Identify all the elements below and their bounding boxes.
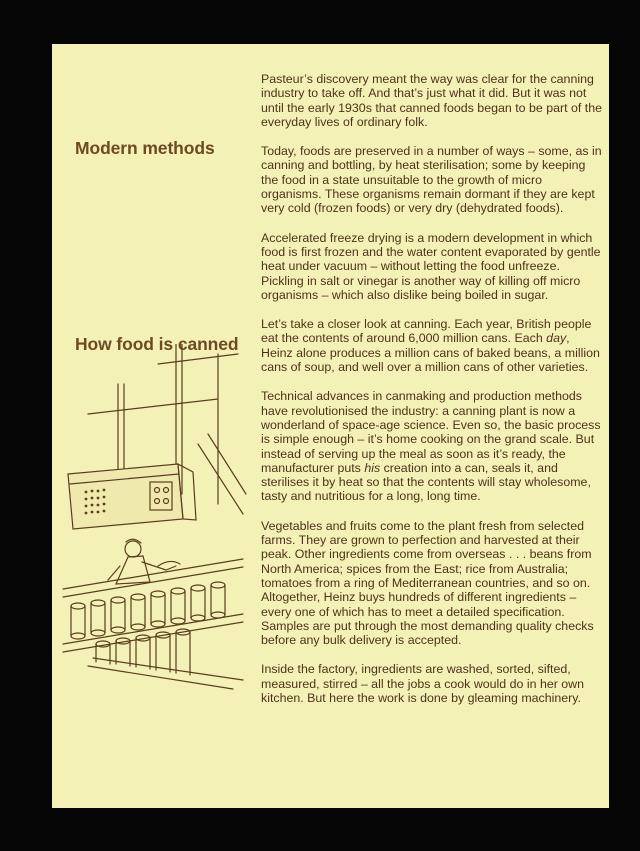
paragraph-preservation-methods: Today, foods are preserved in a number of ways – some, as in canning and bottling, by heat sterilisation; some by keeping the food in a state unsuitable to the growth of micro organisms. These organisms remain dormant if they are kept very cold (frozen foods) or very dry (dehydrated foods). (261, 144, 602, 216)
paragraph-ingredients: Vegetables and fruits come to the plant fresh from selected farms. They are grown to perfection and harvested at their peak. Other ingredients come from overseas . . . beans from North America; spices from the East; rice from Australia; tomatoes from a ring of Mediterranean countries, and so on. Altogether, Heinz buys hundreds of different ingredients – every one of which has to meet a detailed specification. Samples are put through the most demanding quality checks before any bulk delivery is accepted. (261, 518, 594, 648)
text-run: Technical advances in canmaking and production methods have revolutionised the industry: a canning plant is now a wonderland of space-age science. Even so, the basic process is simple enough – it’s home cooking on the grand scale. But instead of serving up the meal as soon as it’s ready, the manufacturer puts (261, 389, 601, 475)
leaflet-page (52, 44, 609, 808)
canning-factory-illustration (58, 344, 248, 694)
text-run: , Heinz alone produces a million cans of baked beans, a million cans of soup, and well over a million cans of other varieties. (261, 331, 600, 375)
body-text-column (261, 72, 604, 705)
paragraph-freeze-drying: Accelerated freeze drying is a modern development in which food is first frozen and the water content evaporated by gentle heat under vacuum – without letting the food unfreeze. Pickling in salt or vinegar is another way of killing off micro organisms – which also dislike being boiled in sugar. (261, 230, 601, 302)
paragraph-pasteur: Pasteur’s discovery meant the way was clear for the canning industry to take off. And that’s just what it did. But it was not until the early 1930s that canned foods began to be part of the everyday lives of ordinary folk. (261, 72, 602, 129)
emphasis-his: his (364, 460, 381, 475)
paragraph-technical-advances (261, 389, 604, 503)
how-food-is-canned-heading: How food is canned (75, 334, 239, 354)
modern-methods-heading: Modern methods (75, 138, 215, 158)
paragraph-factory: Inside the factory, ingredients are washed, sorted, sifted, measured, stirred – all the jobs a cook would do in her own kitchen. But here the work is done by gleaming machinery. (261, 662, 585, 705)
text-run: Let’s take a closer look at canning. Each year, British people eat the contents of around 6,000 million cans. Each (261, 317, 592, 346)
paragraph-canning-volume (261, 317, 604, 374)
emphasis-day: day (546, 331, 567, 346)
text-run: creation into a can, seals it, and sterilises it by heat so that the contents will stay wholesome, tasty and nutritious for a long, long time. (261, 460, 591, 504)
